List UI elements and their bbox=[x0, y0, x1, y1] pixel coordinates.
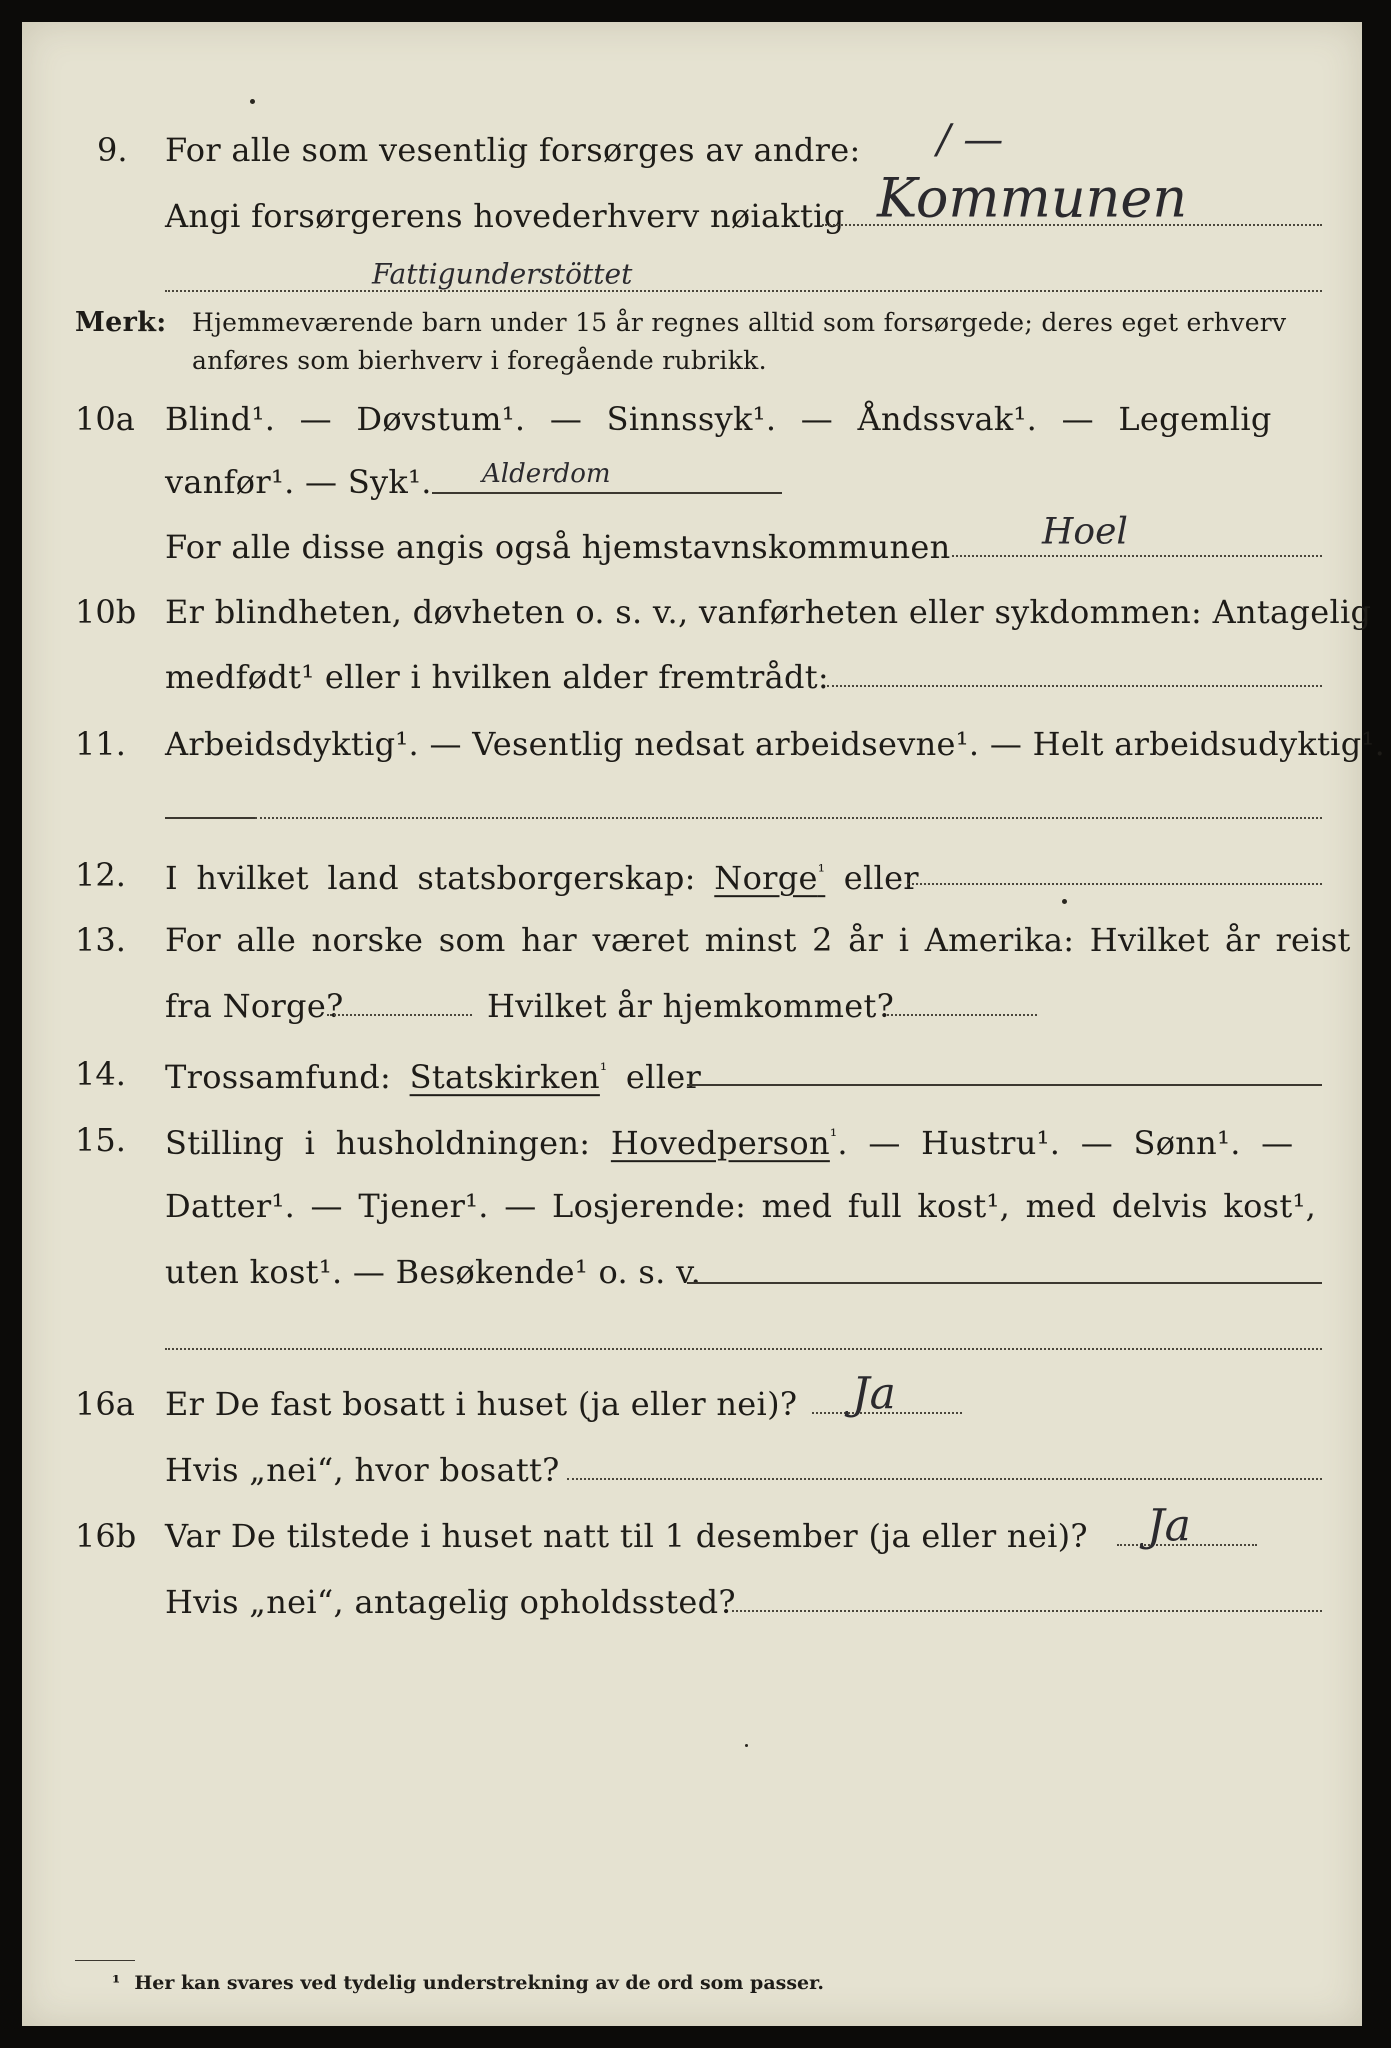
q15-line3: uten kost¹. — Besøkende¹ o. s. v. bbox=[165, 1253, 702, 1291]
footnote-mark: ¹ bbox=[817, 861, 826, 883]
q16b-line1: Var De tilstede i huset natt til 1 desember (ja eller nei)? bbox=[165, 1517, 1088, 1555]
merk-label: Merk: bbox=[75, 307, 167, 338]
footnote-rule bbox=[75, 1960, 135, 1961]
q13-reist-line bbox=[327, 1014, 472, 1016]
q9-answer-fattigunderstottet: Fattigunderstöttet bbox=[372, 257, 633, 291]
q9-second-line bbox=[165, 290, 1322, 292]
q15-extra-line bbox=[165, 1348, 1322, 1350]
q15-line1 bbox=[165, 1121, 1294, 1162]
q9-line2: Angi forsørgerens hovederhverv nøiaktig bbox=[165, 197, 845, 235]
footnote-text: Her kan svares ved tydelig understrekning av de ord som passer. bbox=[134, 1972, 824, 1994]
q14-post: eller bbox=[625, 1057, 702, 1096]
q15-answer-line bbox=[687, 1282, 1322, 1284]
q16a-line1: Er De fast bosatt i huset (ja eller nei)? bbox=[165, 1385, 798, 1423]
q9-line1: For alle som vesentlig forsørges av andre: bbox=[165, 131, 861, 169]
q10a-answer-alderdom: Alderdom bbox=[482, 459, 611, 489]
q10b-line2: medfødt¹ eller i hvilken alder fremtrådt: bbox=[165, 658, 829, 696]
ink-dot bbox=[745, 1744, 748, 1747]
q9-answer-kommunen: Kommunen bbox=[877, 166, 1188, 230]
question-number: 13. bbox=[75, 921, 126, 959]
q10a-line1: Blind¹. — Døvstum¹. — Sinnssyk¹. — Åndssvak¹. — Legemlig bbox=[165, 400, 1272, 438]
q10a-line3: For alle disse angis også hjemstavnskommunen bbox=[165, 528, 951, 566]
q10a-answer-hoel: Hoel bbox=[1042, 511, 1128, 553]
question-number: 14. bbox=[75, 1055, 126, 1093]
question-number: 9. bbox=[97, 131, 128, 169]
ink-dot bbox=[1062, 899, 1067, 904]
footnote-mark: ¹ bbox=[829, 1126, 838, 1148]
q9-answer-dash: / — bbox=[937, 117, 1004, 163]
question-number: 10b bbox=[75, 593, 137, 631]
q10a-syk-line bbox=[432, 492, 782, 494]
q16b-answer: Ja bbox=[1147, 1500, 1191, 1552]
footnote-mark: ¹ bbox=[112, 1972, 121, 1994]
question-number: 16b bbox=[75, 1517, 137, 1555]
q10b-line1: Er blindheten, døvheten o. s. v., vanførheten eller sykdommen: Antagelig bbox=[165, 593, 1372, 631]
q16a-line2: Hvis „nei“, hvor bosatt? bbox=[165, 1451, 560, 1489]
q12-norge bbox=[714, 859, 825, 897]
q12-pre: I hvilket land statsborgerskap: bbox=[165, 858, 696, 897]
q12-post: eller bbox=[843, 858, 919, 897]
q16a-answer: Ja bbox=[852, 1368, 896, 1420]
ink-dot bbox=[250, 99, 255, 104]
q15-line1-rest: . — Hustru¹. — Sønn¹. — bbox=[837, 1123, 1294, 1162]
q13-line1: For alle norske som har været minst 2 år i Amerika: Hvilket år reist bbox=[165, 921, 1351, 959]
q13-hjemkommet-line bbox=[887, 1014, 1037, 1016]
q14-statskirken: Statskirken bbox=[409, 1057, 600, 1096]
q11-answer-line-dotted bbox=[255, 817, 1322, 819]
q12-line bbox=[165, 856, 919, 897]
q15-hovedperson: Hovedperson bbox=[610, 1123, 830, 1162]
question-number: 12. bbox=[75, 856, 126, 894]
q12-answer-line bbox=[907, 883, 1322, 885]
q14-answer-line bbox=[687, 1084, 1322, 1086]
q16b-line2: Hvis „nei“, antagelig opholdssted? bbox=[165, 1583, 736, 1621]
question-number: 15. bbox=[75, 1121, 126, 1159]
q12-norge-label: Norge bbox=[714, 858, 818, 897]
q13-line2a: fra Norge? bbox=[165, 987, 344, 1025]
q10b-answer-line bbox=[827, 685, 1322, 687]
q16b-opholdssted-line bbox=[732, 1610, 1322, 1612]
q14-pre: Trossamfund: bbox=[165, 1057, 392, 1096]
q15-line2: Datter¹. — Tjener¹. — Losjerende: med full kost¹, med delvis kost¹, bbox=[165, 1187, 1317, 1225]
merk-line2: anføres som bierhverv i foregående rubrikk. bbox=[192, 346, 767, 375]
q10a-line2: vanfør¹. — Syk¹. bbox=[165, 463, 432, 501]
census-form-page bbox=[22, 22, 1386, 2026]
q10a-kommune-line bbox=[952, 555, 1322, 557]
q15-pre: Stilling i husholdningen: bbox=[165, 1123, 591, 1162]
merk-line1: Hjemmeværende barn under 15 år regnes alltid som forsørgede; deres eget erhverv bbox=[192, 308, 1287, 337]
question-number: 10a bbox=[75, 400, 135, 438]
q13-line2b: Hvilket år hjemkommet? bbox=[487, 987, 895, 1025]
q16a-bosatt-line bbox=[567, 1478, 1322, 1480]
q11-answer-line bbox=[165, 817, 255, 819]
footnote-mark: ¹ bbox=[599, 1060, 608, 1082]
q14-line bbox=[165, 1055, 702, 1096]
question-number: 11. bbox=[75, 725, 126, 763]
q11-line1: Arbeidsdyktig¹. — Vesentlig nedsat arbeidsevne¹. — Helt arbeidsudyktig¹. bbox=[165, 725, 1386, 763]
question-number: 16a bbox=[75, 1385, 135, 1423]
footnote bbox=[112, 1972, 824, 1994]
